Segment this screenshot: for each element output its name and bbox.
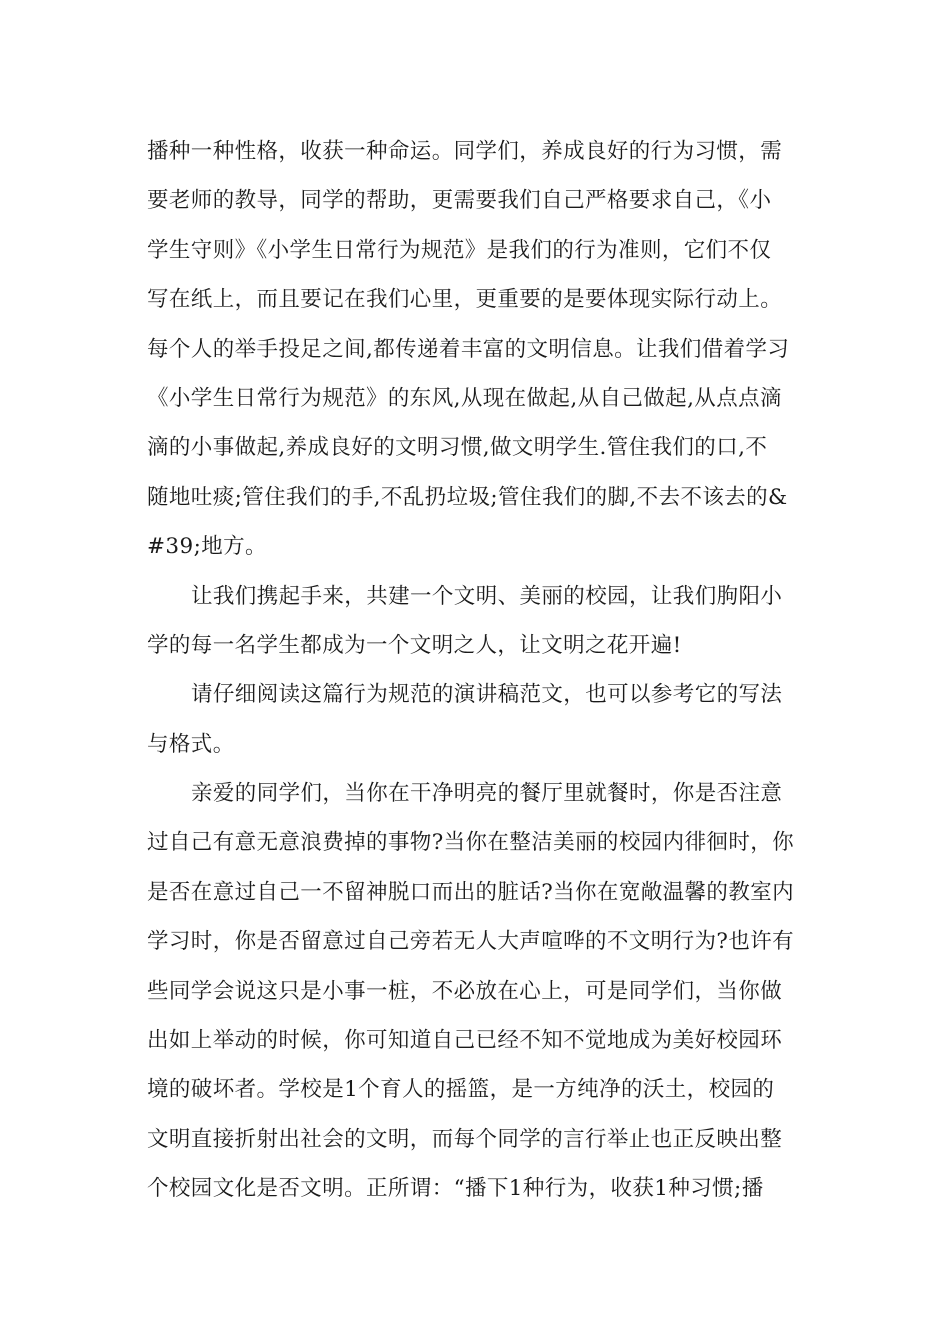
- text-line: 请仔细阅读这篇行为规范的演讲稿范文，也可以参考它的写法: [191, 682, 783, 708]
- text-line: 亲爱的同学们，当你在干净明亮的餐厅里就餐时，你是否注意: [191, 781, 783, 807]
- text-line: 文明直接折射出社会的文明，而每个同学的言行举止也正反映出整: [147, 1126, 783, 1152]
- text-line: 些同学会说这只是小事一桩，不必放在心上，可是同学们，当你做: [147, 978, 783, 1004]
- text-line: 境的破坏者。学校是1个育人的摇篮，是一方纯净的沃土，校园的: [147, 1077, 775, 1103]
- text-line: 出如上举动的时候，你可知道自己已经不知不觉地成为美好校园环: [147, 1028, 783, 1054]
- text-line: #39;地方。: [147, 534, 267, 560]
- text-line: 播种一种性格，收获一种命运。同学们，养成良好的行为习惯，需: [147, 139, 783, 164]
- text-line: 写在纸上，而且要记在我们心里，更重要的是要体现实际行动上。: [147, 287, 783, 313]
- document-body: [147, 127, 817, 1214]
- text-line: 与格式。: [147, 731, 235, 757]
- text-line: 个校园文化是否文明。正所谓：“播下1种行为，收获1种习惯;播: [147, 1176, 764, 1202]
- text-line: 滴的小事做起,养成良好的文明习惯,做文明学生.管住我们的口,不: [147, 435, 768, 461]
- text-line: 让我们携起手来，共建一个文明、美丽的校园，让我们朐阳小: [191, 583, 783, 609]
- text-line: 随地吐痰;管住我们的手,不乱扔垃圾;管住我们的脚,不去不该去的&: [147, 484, 788, 510]
- text-line: 每个人的举手投足之间,都传递着丰富的文明信息。让我们借着学习: [147, 336, 790, 362]
- text-line: 《小学生日常行为规范》的东风,从现在做起,从自己做起,从点点滴: [147, 385, 782, 411]
- text-line: 过自己有意无意浪费掉的事物?当你在整洁美丽的校园内徘徊时，你: [147, 830, 795, 856]
- text-line: 学习时，你是否留意过自己旁若无人大声喧哗的不文明行为?也许有: [147, 929, 795, 955]
- text-line: 学的每一名学生都成为一个文明之人，让文明之花开遍!: [147, 632, 682, 658]
- text-line: 要老师的教导，同学的帮助，更需要我们自己严格要求自己，《小: [147, 188, 772, 214]
- text-line: 是否在意过自己一不留神脱口而出的脏话?当你在宽敞温馨的教室内: [147, 879, 795, 905]
- text-line: 学生守则》《小学生日常行为规范》是我们的行为准则，它们不仅: [147, 237, 772, 263]
